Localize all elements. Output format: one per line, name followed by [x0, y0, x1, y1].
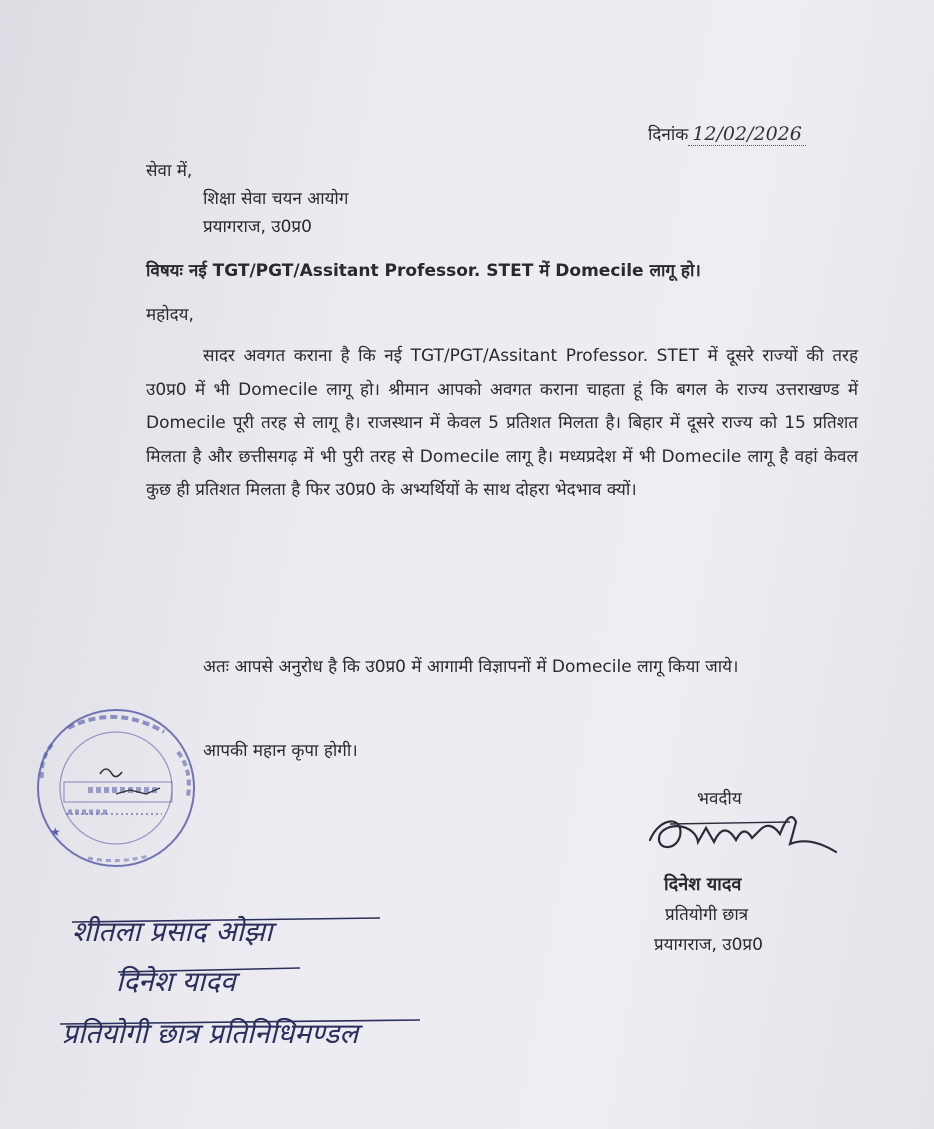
- sender-name: दिनेश यादव: [664, 874, 742, 895]
- salutation-to: सेवा में,: [146, 161, 193, 181]
- date-label: दिनांक: [648, 125, 689, 145]
- sender-place: प्रयागराज, उ0प्र0: [654, 935, 763, 955]
- date-value: 12/02/2026: [688, 123, 806, 146]
- handwritten-note-3: प्रतियोगी छात्र प्रतिनिधिमण्डल: [62, 1017, 359, 1050]
- handwritten-note-1: शीतला प्रसाद ओझा: [72, 915, 273, 948]
- recipient-line-1: शिक्षा सेवा चयन आयोग: [203, 189, 349, 209]
- body-paragraph-1: सादर अवगत कराना है कि नई TGT/PGT/Assitant Professor. STET में दूसरे राज्यों की तरह उ0प्र0 में भी Domecile लागू हो। श्रीमान आपको अवगत कराना चाहता हूं कि बगल के राज्य उत्तराखण्ड में Domecile पूरी तरह से लागू है। राजस्थान में केवल 5 प्रतिशत मिलता है। बिहार में दूसरे राज्य को 15 प्रतिशत मिलता है और छत्तीसगढ़ में भी पुरी तरह से Domecile लागू है। मध्यप्रदेश में भी Domecile लागू है वहां केवल कुछ ही प्रतिशत मिलता है फिर उ0प्र0 के अभ्यर्थियों के साथ दोहरा भेदभाव क्यों।: [146, 346, 858, 500]
- svg-text:★: ★: [50, 825, 61, 839]
- subject-line: विषयः नई TGT/PGT/Assitant Professor. STET में Domecile लागू हो।: [146, 261, 701, 281]
- handwritten-note-2: दिनेश यादव: [116, 965, 236, 998]
- recipient-line-2: प्रयागराज, उ0प्र0: [203, 217, 312, 237]
- sender-designation: प्रतियोगी छात्र: [665, 905, 749, 925]
- closing-line: आपकी महान कृपा होगी।: [203, 741, 358, 761]
- greeting: महोदय,: [146, 305, 194, 325]
- sign-off: भवदीय: [697, 789, 742, 809]
- body-paragraph-2: अतः आपसे अनुरोध है कि उ0प्र0 में आगामी विज्ञापनों में Domecile लागू किया जाये।: [203, 657, 739, 677]
